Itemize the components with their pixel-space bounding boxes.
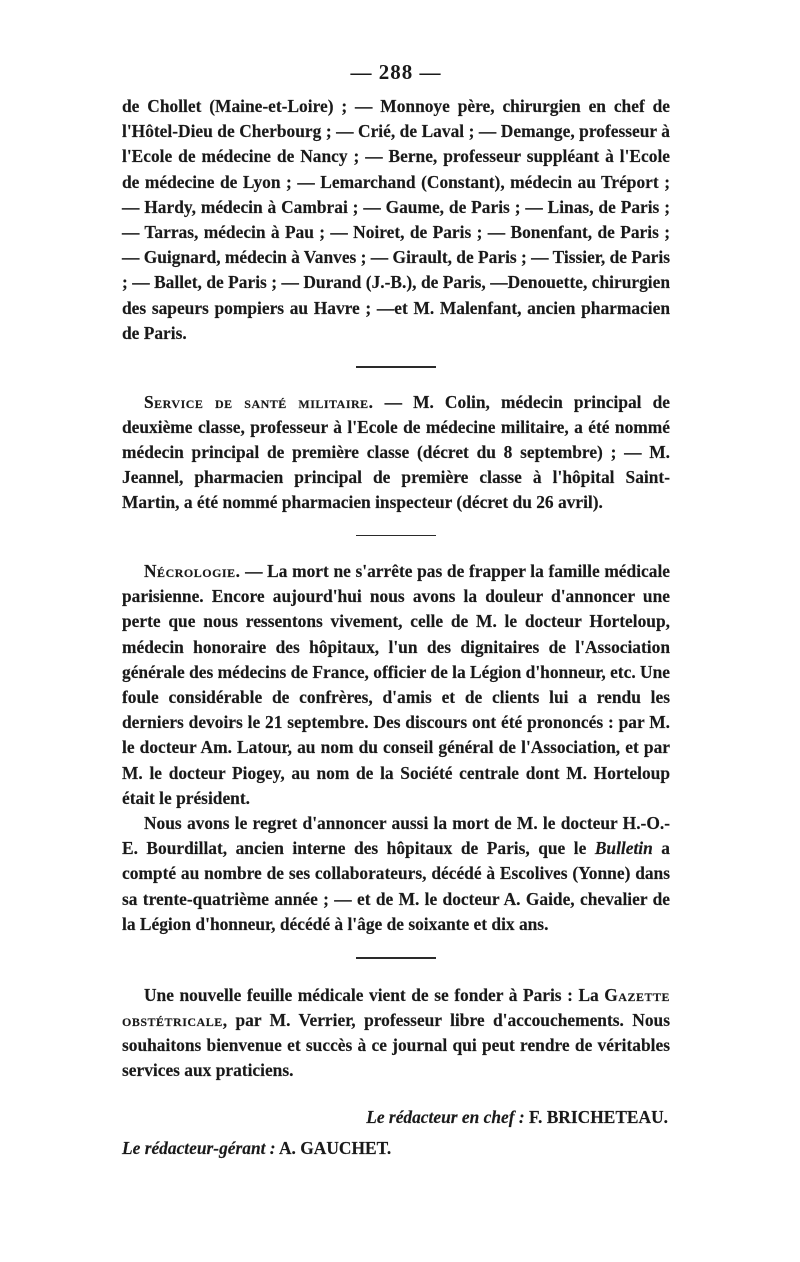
document-page [122,60,670,1161]
military-health-paragraph [122,390,670,516]
gazette-text-b: , par M. Verrier, professeur libre d'accouchements. Nous souhaitons bienvenue et succès à ce journal qui peut rendre de véritables services aux praticiens. [122,1009,670,1081]
gazette-text-a: Une nouvelle feuille médicale vient de se fonder à Paris : La [144,984,605,1005]
necrology-text: — La mort ne s'arrête pas de frapper la famille médicale parisienne. Encore aujourd'hui nous avons la douleur d'annoncer une perte que nous ressentons vivement, celle de M. le docteur Horteloup, médecin honoraire des hôpitaux, l'un des dignitaires de l'Association générale des médecins de France, officier de la Légion d'honneur, etc. Une foule considérable de confrères, d'amis et de clients lui a rendu les derniers devoirs le 21 septembre. Des discours ont été prononcés : par M. le docteur Am. Latour, au nom du conseil général de l'Association, et par M. le docteur Piogey, au nom de la Société centrale dont M. Horteloup était le président. [122,561,670,808]
necrology-second-text-a: Nous avons le regret d'annoncer aussi la mort de M. le docteur H.-O.-E. Bourdillat, ancien interne des hôpitaux de Paris, que le [122,813,670,859]
manager-signature [122,1136,670,1161]
necrology-second-paragraph [122,811,670,937]
necrology-paragraph [122,559,670,811]
manager-role: Le rédacteur-gérant : [122,1138,276,1159]
section-divider [356,535,436,537]
page-number: — 288 — [350,60,442,84]
gazette-paragraph [122,983,670,1084]
necrology-second-text-b: a compté au nombre de ses collaborateurs, décédé à Escolives (Yonne) dans sa trente-quatrième année ; — et de M. le docteur A. Gaide, chevalier de la Légion d'honneur, décédé à l'âge de soixante et dix ans. [122,838,670,934]
gazette-title: Gazette obstétricale [122,984,670,1030]
bulletin-title: Bulletin [594,838,653,859]
section-divider [356,366,436,368]
editor-signature [122,1105,670,1130]
military-health-text: — M. Colin, médecin principal de deuxième classe, professeur à l'Ecole de médecine militaire, a été nommé médecin principal de première classe (décret du 8 septembre) ; — M. Jeannel, pharmacien principal de première classe à l'hôpital Saint-Martin, a été nommé pharmacien inspecteur (décret du 26 avril). [122,391,670,513]
editor-role: Le rédacteur en chef : [366,1107,525,1128]
appointments-paragraph: de Chollet (Maine-et-Loire) ; — Monnoye père, chirurgien en chef de l'Hôtel-Dieu de Cherbourg ; — Crié, de Laval ; — Demange, professeur à l'Ecole de médecine de Nancy ; — Berne, professeur suppléant à l'Ecole de médecine de Lyon ; — Lemarchand (Constant), médecin au Tréport ; — Hardy, médecin à Cambrai ; — Gaume, de Paris ; — Linas, de Paris ; — Tarras, médecin à Pau ; — Noiret, de Paris ; — Bonenfant, de Paris ; — Guignard, médecin à Vanves ; — Girault, de Paris ; — Tissier, de Paris ; — Ballet, de Paris ; — Durand (J.-B.), de Paris, —Denouette, chirurgien des sapeurs pompiers au Havre ; —et M. Malenfant, ancien pharmacien de Paris. [122,96,670,343]
military-health-heading: Service de santé militaire. [144,391,374,412]
manager-name: A. GAUCHET. [275,1138,392,1159]
editor-name: F. BRICHETEAU. [524,1107,668,1128]
section-divider [356,957,436,959]
necrology-heading: Nécrologie. [144,561,241,582]
